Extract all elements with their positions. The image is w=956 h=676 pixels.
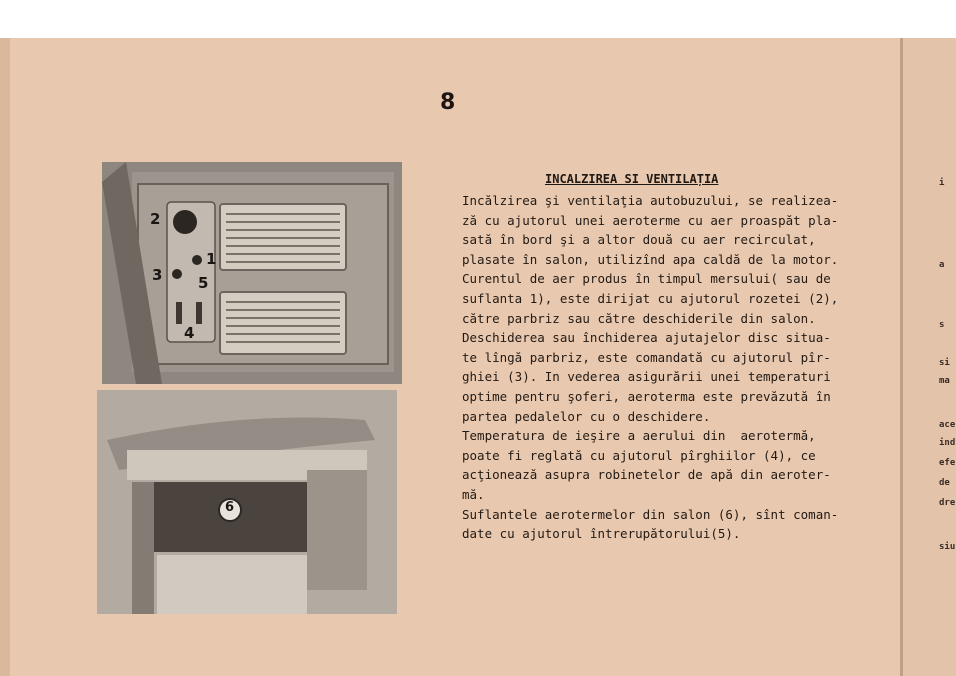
body-line: Deschiderea sau închiderea ajutajelor disc situa- <box>462 330 831 346</box>
book-page <box>0 38 900 676</box>
next-page-fragment: s <box>939 320 945 330</box>
page-number: 8 <box>440 90 456 115</box>
next-page-fragment: ace <box>939 420 956 430</box>
body-line: ghiei (3). In vederea asigurării unei temperaturi <box>462 369 831 385</box>
next-page-edge <box>900 38 956 676</box>
body-line: suflanta 1), este dirijat cu ajutorul rozetei (2), <box>462 290 839 306</box>
body-text <box>462 191 892 544</box>
body-line: optime pentru şoferi, aeroterma este prevăzută în <box>462 388 831 404</box>
callout-3: 3 <box>152 266 163 284</box>
next-page-fragment: de <box>939 478 950 488</box>
body-line: acţionează asupra robinetelor de apă din aeroter- <box>462 467 831 483</box>
body-line: Suflantele aerotermelor din salon (6), sînt coman- <box>462 506 839 522</box>
body-line: sată în bord şi a altor două cu aer recirculat, <box>462 232 816 248</box>
body-line: către parbriz sau către deschiderile din salon. <box>462 310 816 326</box>
callout-5: 5 <box>198 274 209 292</box>
body-line: Curentul de aer produs în timpul mersului( sau de <box>462 271 831 287</box>
body-line: Temperatura de ieşire a aerului din aerotermă, <box>462 428 816 444</box>
body-line: partea pedalelor cu o deschidere. <box>462 408 711 424</box>
body-line: Incălzirea şi ventilaţia autobuzului, se realizea- <box>462 193 839 208</box>
next-page-fragment: dre <box>939 498 956 508</box>
next-page-fragment: ma <box>939 376 950 386</box>
callout-6: 6 <box>225 500 235 515</box>
next-page-fragment: ind <box>939 438 956 448</box>
callout-4: 4 <box>184 324 195 342</box>
callout-1: 1 <box>206 250 217 268</box>
next-page-fragment: a <box>939 260 945 270</box>
next-page-fragment: i <box>939 178 945 188</box>
salon-heater-photo <box>97 390 397 614</box>
salon-heater-drawing <box>97 390 397 614</box>
next-page-fragment: efe <box>939 458 956 468</box>
body-line: mă. <box>462 486 485 502</box>
next-page-fragment: siu <box>939 542 956 552</box>
section-title: INCALZIREA SI VENTILAȚIA <box>545 172 719 186</box>
body-line: date cu ajutorul întrerupătorului(5). <box>462 526 741 542</box>
body-line: ză cu ajutorul unei aeroterme cu aer proaspăt pla- <box>462 212 839 228</box>
next-page-fragment: si <box>939 358 950 368</box>
dashboard-heater-drawing <box>102 162 402 384</box>
callout-2: 2 <box>150 210 161 228</box>
body-line: plasate în salon, utilizînd apa caldă de la motor. <box>462 251 839 267</box>
body-line: poate fi reglată cu ajutorul pîrghiilor (4), ce <box>462 447 816 463</box>
dashboard-heater-photo <box>102 162 402 384</box>
body-line: te lîngă parbriz, este comandată cu ajutorul pîr- <box>462 349 831 365</box>
